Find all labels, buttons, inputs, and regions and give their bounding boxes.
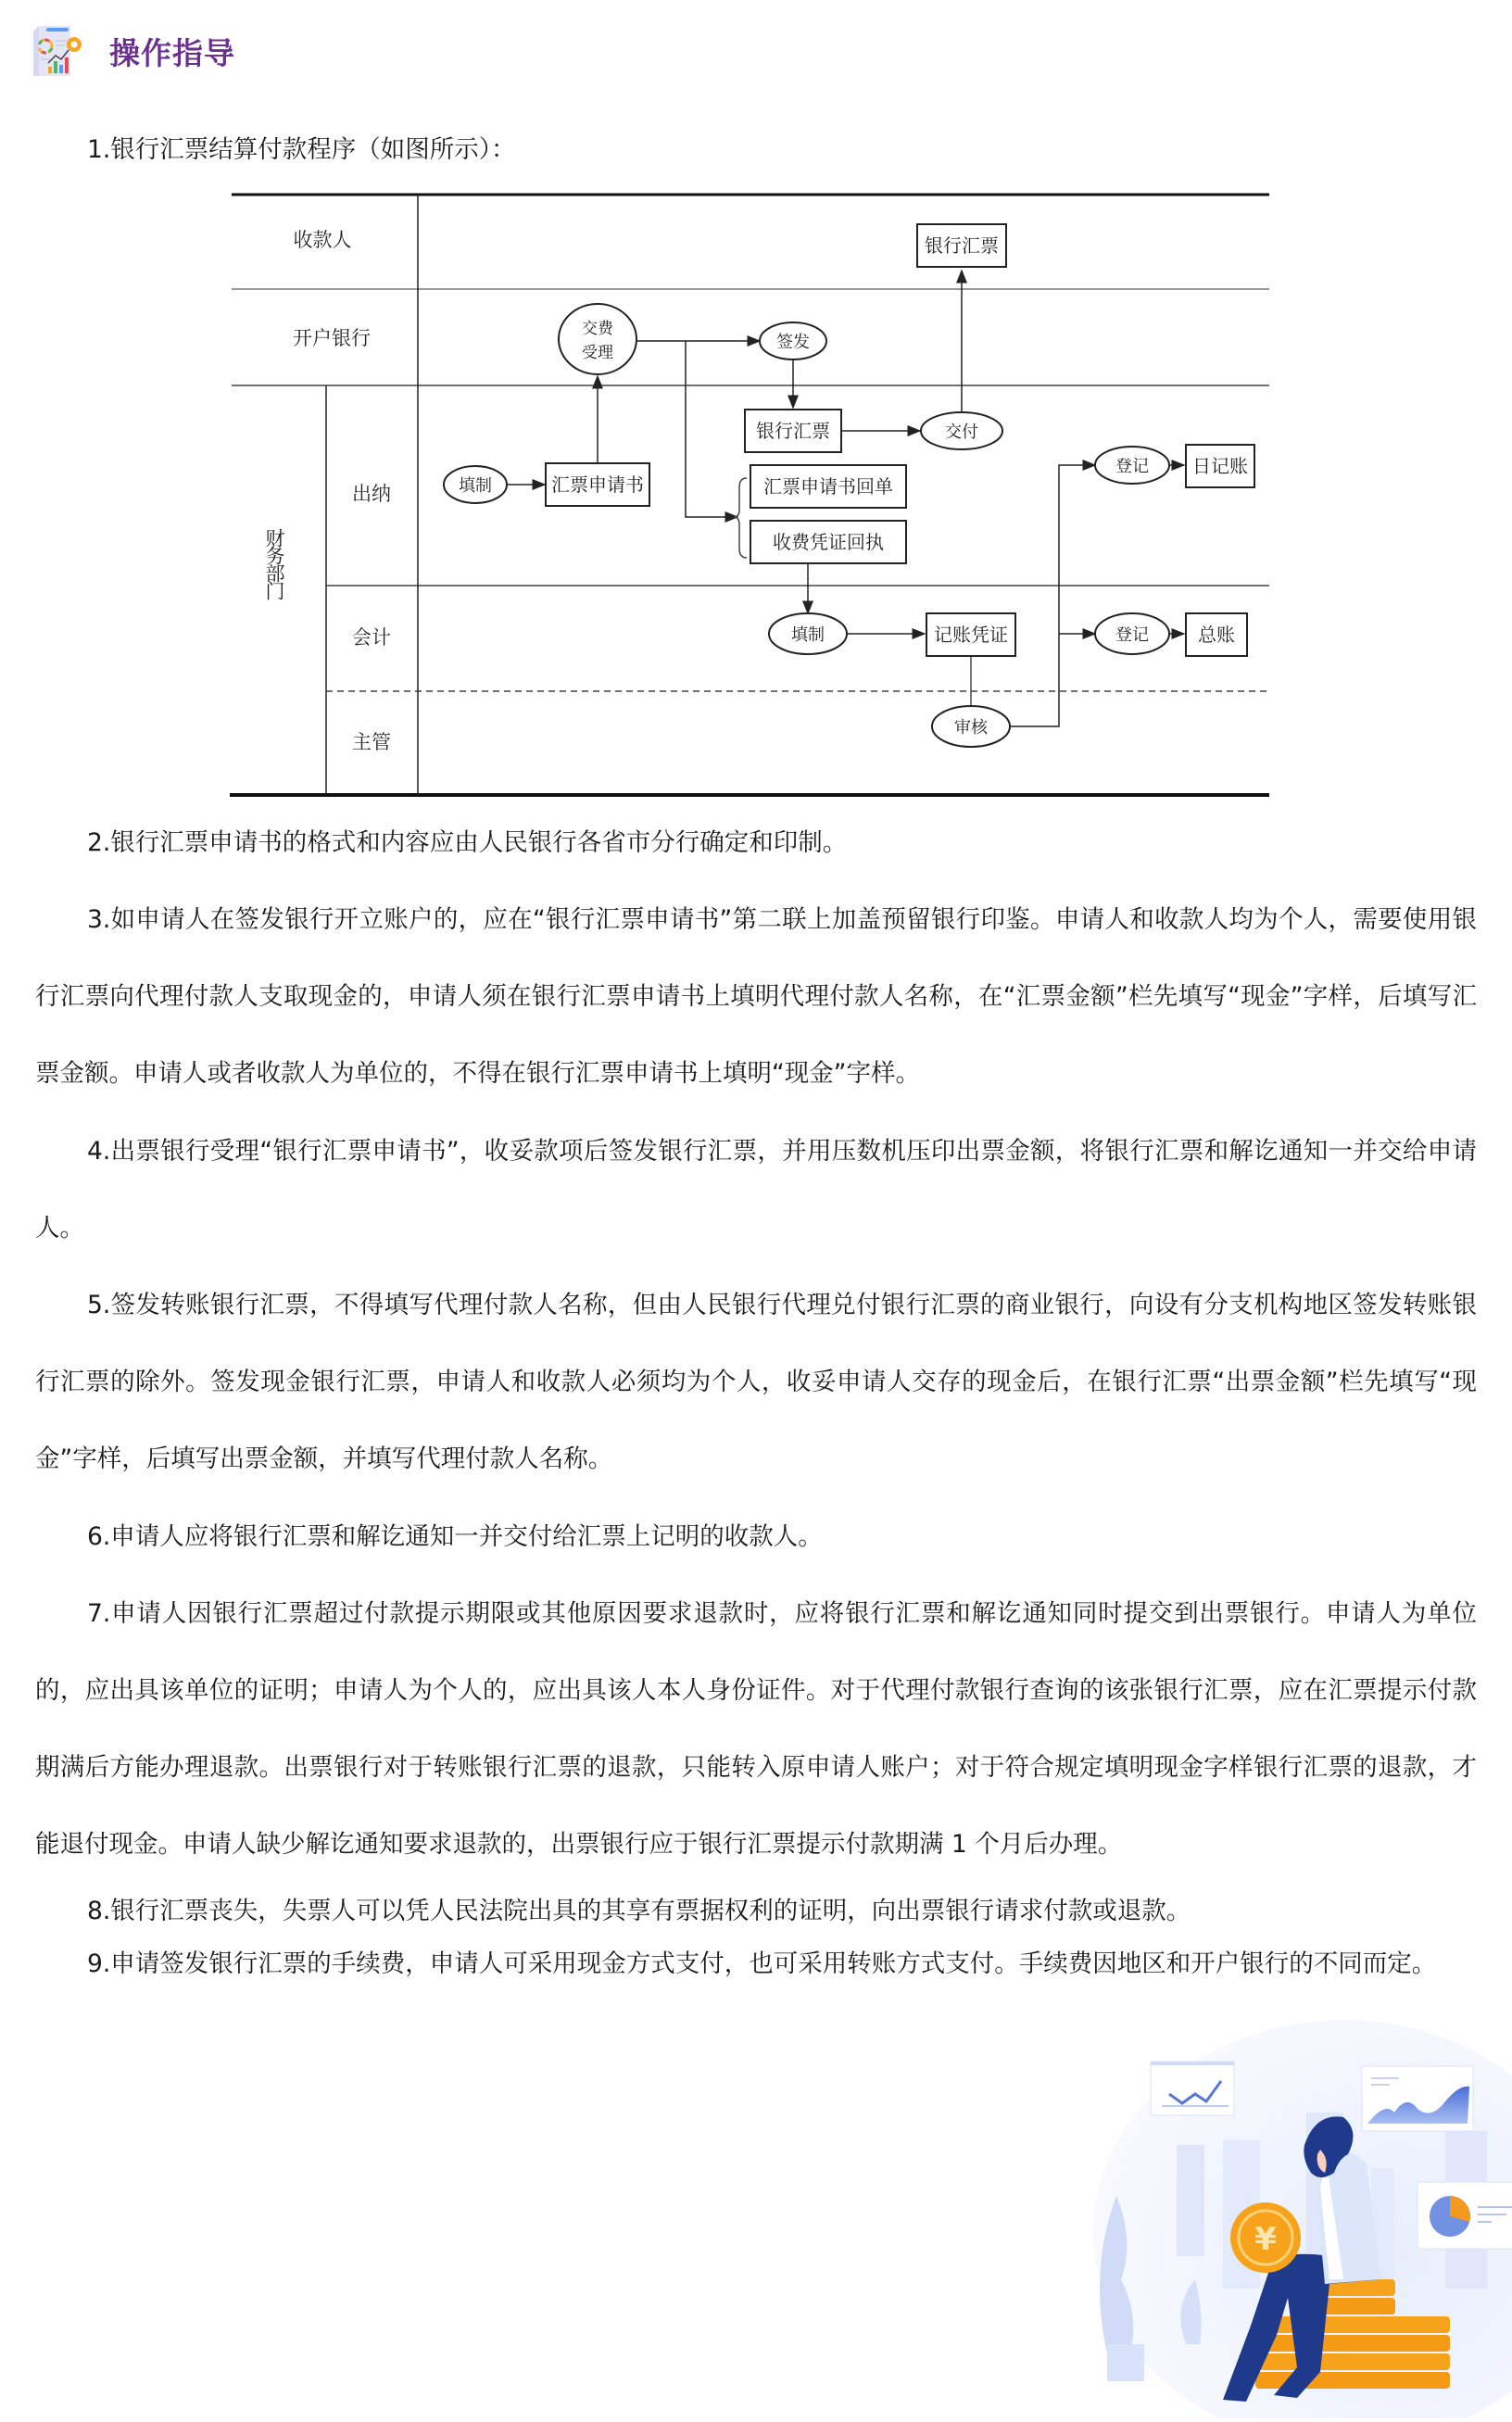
section-title: 操作指导 [109,34,235,71]
node-voucher: 记账凭证 [934,624,1008,646]
lane-accountant: 会计 [352,626,391,649]
node-issue: 签发 [776,333,810,352]
paragraph-9 [35,1936,1477,1992]
paragraph-text: 3.如申请人在签发银行开立账户的，应在“银行汇票申请书”第二联上加盖预留银行印鉴。申请人和收款人均为个人，需要使用银行汇票向代理付款人支取现金的，申请人须在银行汇票申请书上填明代理付款人名称，在“汇票金额”栏先填写“现金”字样，后填写汇票金额。申请人或者收款人为单位的，不得在银行汇票申请书上填明“现金”字样。 [35,905,1477,1088]
node-app-receipt: 汇票申请书回单 [763,475,893,498]
paragraph-text: 5.签发转账银行汇票，不得填写代理付款人名称，但由人民银行代理兑付银行汇票的商业银行，向设有分支机构地区签发转账银行汇票的除外。签发现金银行汇票，申请人和收款人必须均为个人，收妥申请人交存的现金后，在银行汇票“出票金额”栏先填写“现金”字样，后填写出票金额，并填写代理付款人名称。 [35,1291,1477,1473]
yuan-coin-icon [1230,2202,1301,2273]
lane-payee: 收款人 [293,229,352,251]
node-draft-payee: 银行汇票 [925,234,999,257]
paragraph-text: 9.申请签发银行汇票的手续费，申请人可采用现金方式支付，也可采用转账方式支付。手续费因地区和开户银行的不同而定。 [87,1949,1437,1978]
pie-chart-card-icon [1418,2182,1512,2249]
paragraph-text: 4.出票银行受理“银行汇票申请书”，收妥款项后签发银行汇票，并用压数机压印出票金额，将银行汇票和解讫通知一并交给申请人。 [35,1137,1477,1243]
node-fill-cashier: 填制 [459,476,492,496]
paragraph-8 [35,1884,1477,1939]
report-chart-gear-icon [33,22,85,80]
area-chart-card-icon [1362,2066,1473,2131]
paragraph-3 [35,881,1477,1112]
paragraph-2 [35,804,1477,881]
paragraph-7 [35,1575,1477,1883]
node-pay-accept-1: 交费 [582,320,613,338]
node-register-2: 登记 [1115,625,1149,645]
node-ledger: 总账 [1198,624,1235,646]
paragraph-text: 8.银行汇票丧失，失票人可以凭人民法院出具的其享有票据权利的证明，向出票银行请求付款或退款。 [87,1897,1191,1925]
payment-flowchart [230,185,1277,806]
lane-finance-dept: 财务部门 [263,528,285,599]
intro-paragraph [35,111,1477,188]
paragraph-6 [35,1498,1477,1575]
node-register-1: 登记 [1115,457,1149,476]
node-deliver: 交付 [945,423,978,442]
intro-text: 1.银行汇票结算付款程序（如图所示）： [87,135,516,164]
paragraph-text: 2.银行汇票申请书的格式和内容应由人民银行各省市分行确定和印制。 [87,828,848,857]
node-fee-receipt: 收费凭证回执 [773,531,884,553]
paragraph-text: 7.申请人因银行汇票超过付款提示期限或其他原因要求退款时，应将银行汇票和解讫通知同时提交到出票银行。申请人为单位的，应出具该单位的证明；申请人为个人的，应出具该人本人身份证件。对于代理付款银行查询的该张银行汇票，应在汇票提示付款期满后方能办理退款。出票银行对于转账银行汇票的退款，只能转入原申请人账户；对于符合规定填明现金字样银行汇票的退款，才能退付现金。申请人缺少解讫通知要求退款的，出票银行应于银行汇票提示付款期满 1 个月后办理。 [35,1599,1477,1859]
node-pay-accept-2: 受理 [582,344,613,362]
paragraph-4 [35,1113,1477,1267]
node-application: 汇票申请书 [551,473,644,496]
node-journal: 日记账 [1192,455,1248,477]
paragraph-text: 6.申请人应将银行汇票和解讫通知一并交付给汇票上记明的收款人。 [87,1522,823,1551]
section-header [33,20,235,82]
paragraph-5 [35,1267,1477,1497]
node-draft-bank: 银行汇票 [756,420,830,442]
coin-symbol: ¥ [1254,2221,1277,2258]
lane-supervisor: 主管 [352,731,391,753]
lane-bank: 开户银行 [293,327,371,349]
lane-cashier: 出纳 [352,483,391,505]
node-fill-accountant: 填制 [791,625,825,645]
woman-sitting-on-coins-illustration [1065,2001,1512,2418]
node-review: 审核 [954,718,988,738]
line-chart-card-icon [1151,2062,1234,2115]
